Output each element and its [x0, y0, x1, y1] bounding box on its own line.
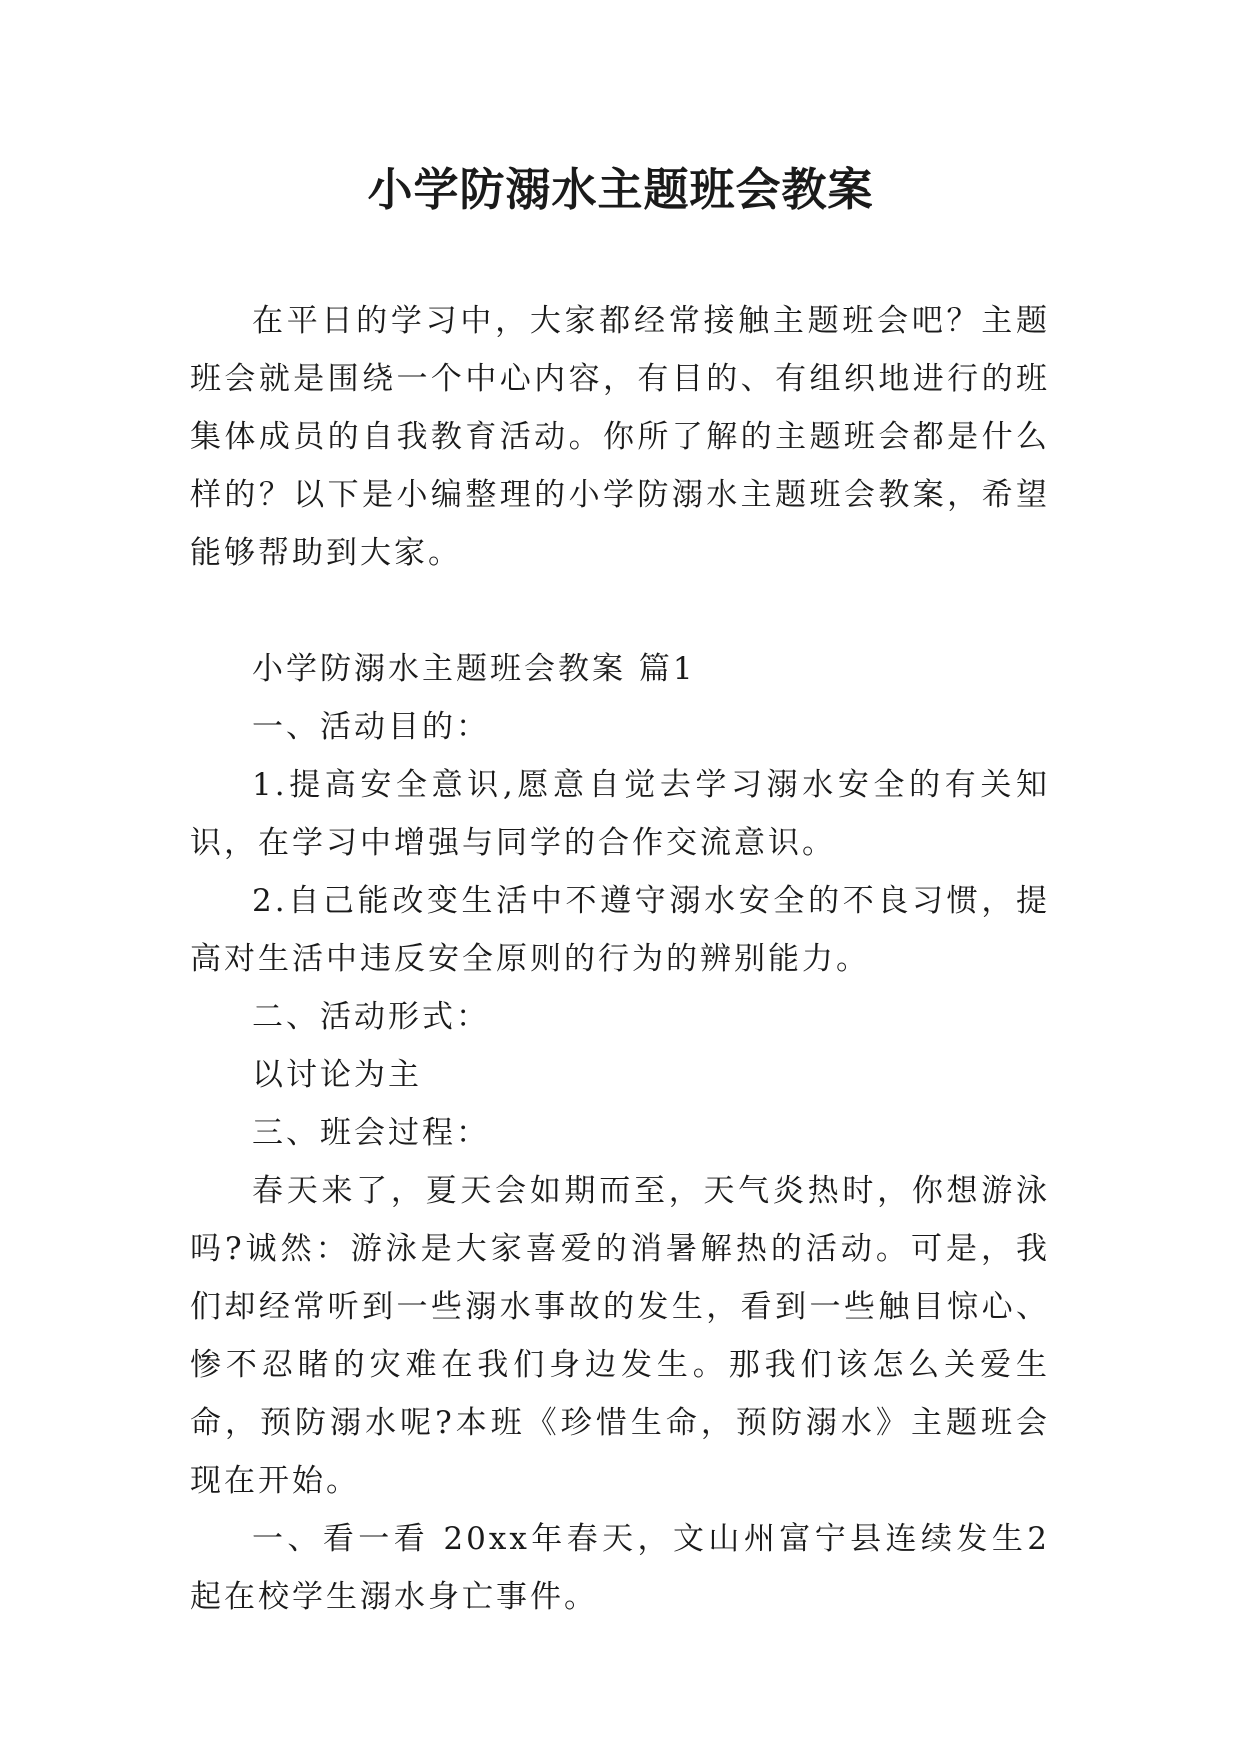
goal-item-1: 1.提高安全意识,愿意自觉去学习溺水安全的有关知识，在学习中增强与同学的合作交流意识。	[190, 767, 1050, 861]
document-title: 小学防溺水主题班会教案	[367, 163, 874, 216]
process-step-1: 一、看一看 20xx年春天，文山州富宁县连续发生2起在校学生溺水身亡事件。	[190, 1521, 1050, 1615]
process-intro-paragraph: 春天来了，夏天会如期而至，天气炎热时，你想游泳吗?诚然：游泳是大家喜爱的消暑解热的活动。可是，我们却经常听到一些溺水事故的发生，看到一些触目惊心、惨不忍睹的灾难在我们身边发生。那我们该怎么关爱生命，预防溺水呢?本班《珍惜生命，预防溺水》主题班会现在开始。	[190, 1173, 1050, 1499]
section-heading: 小学防溺水主题班会教案 篇1	[252, 651, 696, 687]
goal-item-2: 2.自己能改变生活中不遵守溺水安全的不良习惯，提高对生活中违反安全原则的行为的辨别能力。	[190, 883, 1050, 977]
activity-form-text: 以讨论为主	[252, 1057, 422, 1093]
intro-paragraph: 在平日的学习中，大家都经常接触主题班会吧？主题班会就是围绕一个中心内容，有目的、有组织地进行的班集体成员的自我教育活动。你所了解的主题班会都是什么样的？以下是小编整理的小学防溺水主题班会教案，希望能够帮助到大家。	[190, 303, 1050, 571]
heading-activity-form: 二、活动形式：	[252, 999, 490, 1035]
heading-activity-goal: 一、活动目的：	[252, 709, 490, 745]
document-body	[190, 292, 1050, 1626]
heading-meeting-process: 三、班会过程：	[252, 1115, 490, 1151]
